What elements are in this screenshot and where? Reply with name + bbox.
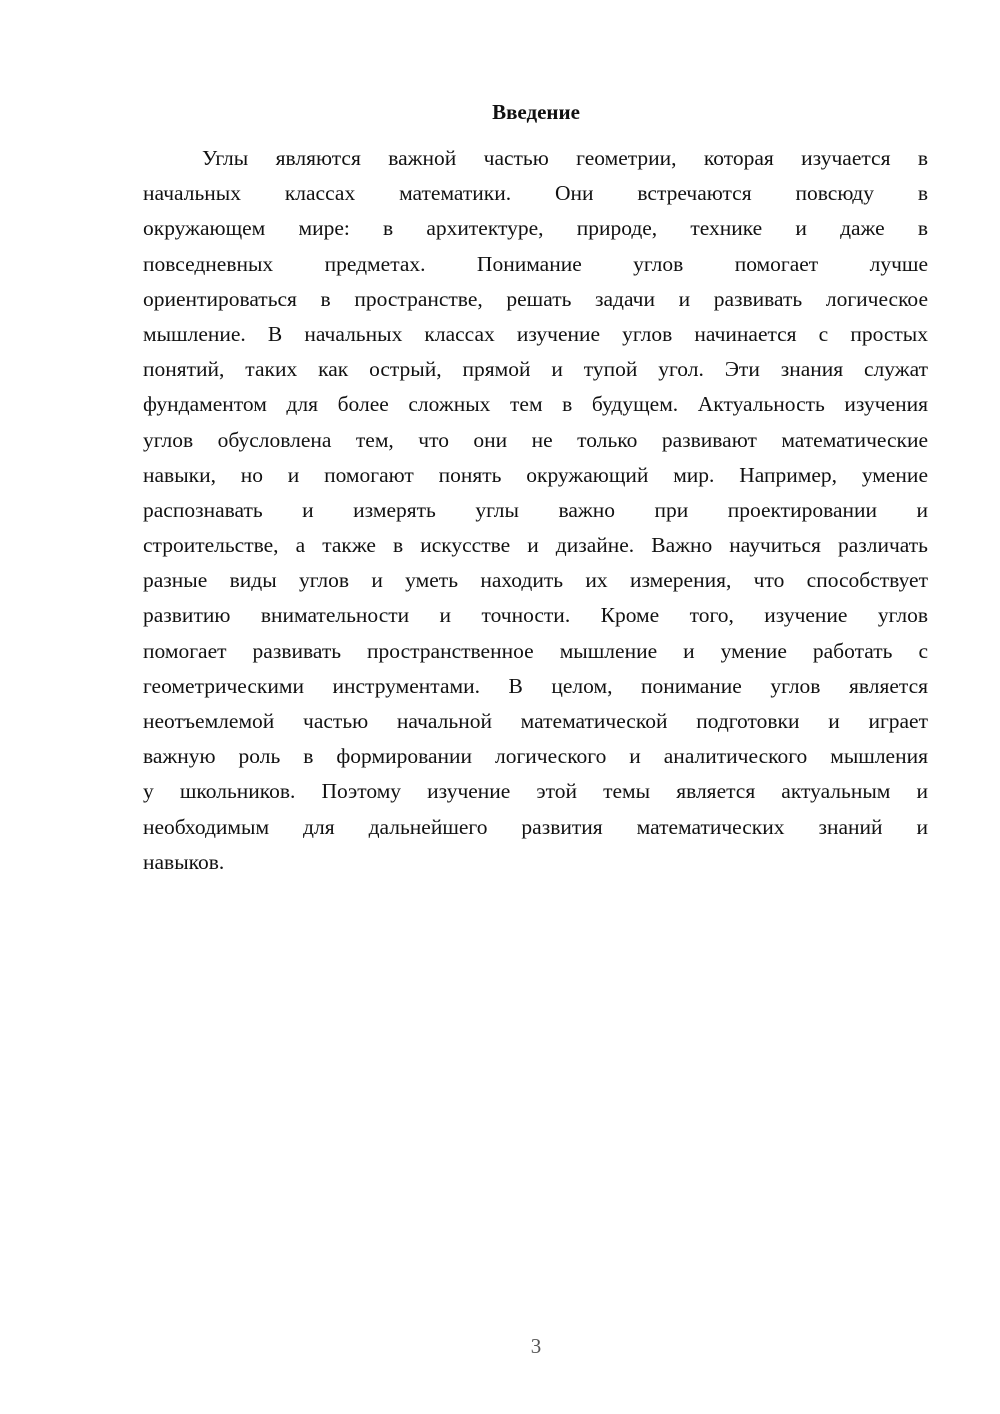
paragraph-line: разные виды углов и уметь находить их измерения, что способствует <box>143 568 928 593</box>
paragraph-line: повседневных предметах. Понимание углов помогает лучше <box>143 251 928 276</box>
section-heading: Введение <box>492 100 580 124</box>
paragraph-line: развитию внимательности и точности. Кроме того, изучение углов <box>143 603 928 628</box>
paragraph-line: Углы являются важной частью геометрии, которая изучается в <box>202 146 928 170</box>
paragraph-line: ориентироваться в пространстве, решать задачи и развивать логическое <box>143 286 928 311</box>
paragraph-line: начальных классах математики. Они встречаются повсюду в <box>143 181 928 206</box>
paragraph-line: строительстве, а также в искусстве и дизайне. Важно научиться различать <box>143 533 928 558</box>
paragraph-line: геометрическими инструментами. В целом, понимание углов является <box>143 673 928 698</box>
paragraph-line: мышление. В начальных классах изучение углов начинается с простых <box>143 321 928 346</box>
page-number: 3 <box>530 1334 542 1358</box>
paragraph-line: фундаментом для более сложных тем в будущем. Актуальность изучения <box>143 392 928 417</box>
paragraph-line: окружающем мире: в архитектуре, природе, технике и даже в <box>143 216 928 241</box>
paragraph-line: навыки, но и помогают понять окружающий мир. Например, умение <box>143 462 928 487</box>
paragraph-line: помогает развивать пространственное мышление и умение работать с <box>143 638 928 663</box>
paragraph-line: у школьников. Поэтому изучение этой темы является актуальным и <box>143 779 928 804</box>
paragraph-line: распознавать и измерять углы важно при проектировании и <box>143 497 928 522</box>
paragraph-line: понятий, таких как острый, прямой и тупой угол. Эти знания служат <box>143 357 928 382</box>
paragraph-line: важную роль в формировании логического и аналитического мышления <box>143 744 928 769</box>
paragraph-line: навыков. <box>143 849 225 874</box>
body-paragraph <box>143 141 928 880</box>
paragraph-line: неотъемлемой частью начальной математической подготовки и играет <box>143 709 928 733</box>
paragraph-line: углов обусловлена тем, что они не только развивают математические <box>143 427 928 452</box>
paragraph-line: необходимым для дальнейшего развития математических знаний и <box>143 814 928 839</box>
